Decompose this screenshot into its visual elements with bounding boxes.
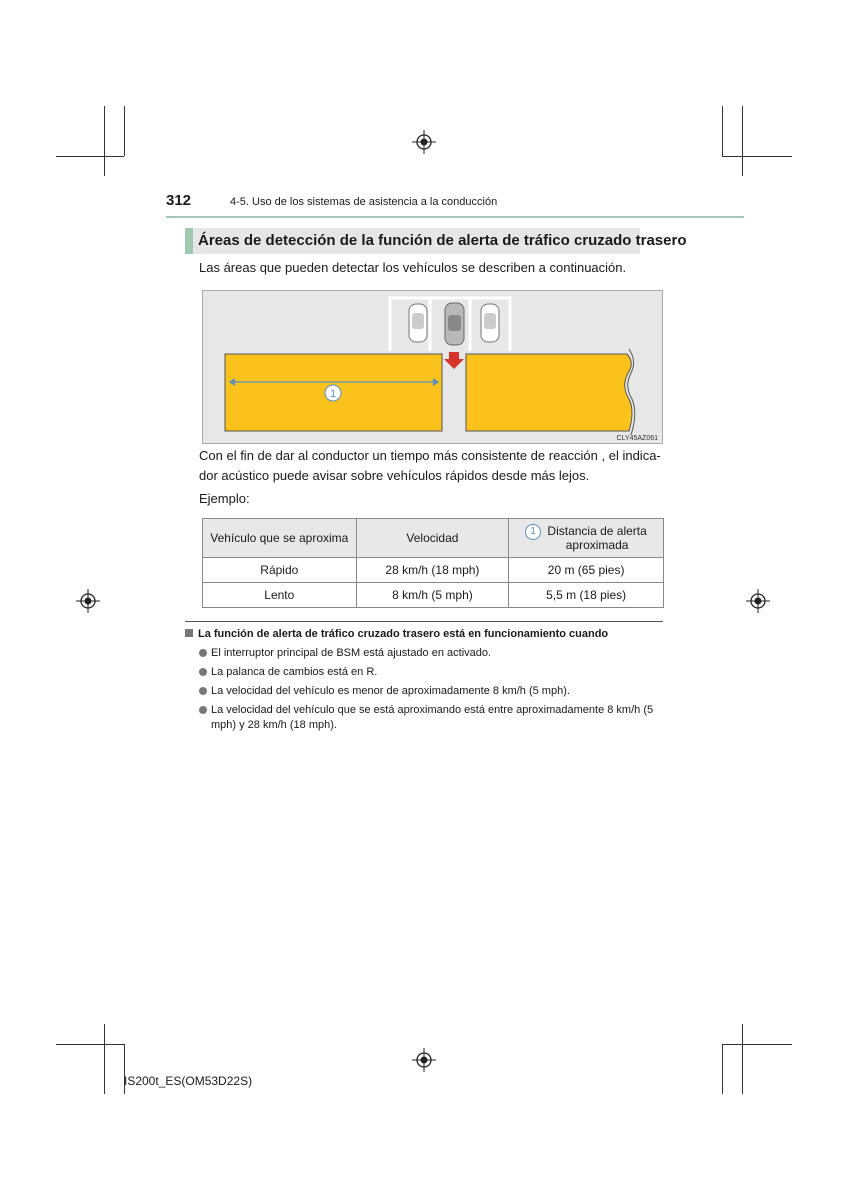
crop-mark <box>742 106 743 176</box>
diagram-illustration <box>203 291 662 443</box>
table-row <box>203 583 664 608</box>
crop-mark <box>742 1024 743 1094</box>
crop-mark <box>722 106 723 156</box>
header-rule <box>166 216 744 218</box>
body-paragraph: Con el fin de dar al conductor un tiempo más consistente de reacción , el indica-dor acústico puede avisar sobre vehículos rápidos desde más lejos. <box>199 448 661 483</box>
crop-mark <box>56 156 124 157</box>
table-cell: Rápido <box>203 558 357 583</box>
registration-mark-icon <box>412 1048 436 1072</box>
own-vehicle-icon <box>445 303 464 345</box>
parked-car-icon <box>481 304 499 342</box>
marker-label: 1 <box>329 388 337 400</box>
page-number: 312 <box>166 192 192 209</box>
crop-mark <box>722 1044 723 1094</box>
table-header-row <box>203 519 664 558</box>
crop-mark <box>124 106 125 156</box>
document-code: IS200t_ES(OM53D22S) <box>124 1074 253 1088</box>
square-bullet-icon <box>185 629 193 637</box>
table-cell: 8 km/h (5 mph) <box>356 583 509 608</box>
parked-car-icon <box>409 304 427 342</box>
table-cell: 28 km/h (18 mph) <box>356 558 509 583</box>
registration-mark-icon <box>76 589 100 613</box>
crop-mark <box>104 106 105 176</box>
note-separator <box>185 621 663 622</box>
marker-1-icon: 1 <box>525 524 541 540</box>
crop-mark <box>722 1044 792 1045</box>
column-header-label: Distancia de alerta aproximada <box>547 524 647 552</box>
registration-mark-icon <box>412 130 436 154</box>
reverse-arrow-icon <box>444 352 464 369</box>
table-row <box>203 558 664 583</box>
list-item: El interruptor principal de BSM está ajustado en activado. <box>199 646 669 661</box>
column-header: Velocidad <box>356 519 509 558</box>
list-item: La palanca de cambios está en R. <box>199 665 669 680</box>
crop-mark <box>722 156 792 157</box>
column-header: Vehículo que se aproxima <box>203 519 357 558</box>
image-code: CLY45AZ061 <box>616 435 658 442</box>
detection-area-diagram <box>202 290 663 444</box>
condition-list <box>199 646 669 737</box>
detection-zone-right <box>466 354 632 431</box>
table-cell: Lento <box>203 583 357 608</box>
chapter-title: 4-5. Uso de los sistemas de asistencia a la conducción <box>230 196 498 208</box>
section-title: Áreas de detección de la función de alerta de tráfico cruzado trasero <box>185 228 640 254</box>
registration-mark-icon <box>746 589 770 613</box>
list-item: La velocidad del vehículo es menor de aproximadamente 8 km/h (5 mph). <box>199 684 669 699</box>
example-label: Ejemplo: <box>199 491 250 506</box>
list-item: La velocidad del vehículo que se está aproximando está entre aproximadamente 8 km/h (5 mph) y 28 km/h (18 mph). <box>199 703 669 733</box>
intro-text: Las áreas que pueden detectar los vehículos se describen a continuación. <box>199 260 627 275</box>
crop-mark <box>104 1024 105 1094</box>
column-header-distance <box>509 519 664 558</box>
note-title: La función de alerta de tráfico cruzado trasero está en funcionamiento cuando <box>185 628 608 640</box>
table-cell: 5,5 m (18 pies) <box>509 583 664 608</box>
alert-distance-table <box>202 518 664 608</box>
crop-mark <box>56 1044 124 1045</box>
table-cell: 20 m (65 pies) <box>509 558 664 583</box>
